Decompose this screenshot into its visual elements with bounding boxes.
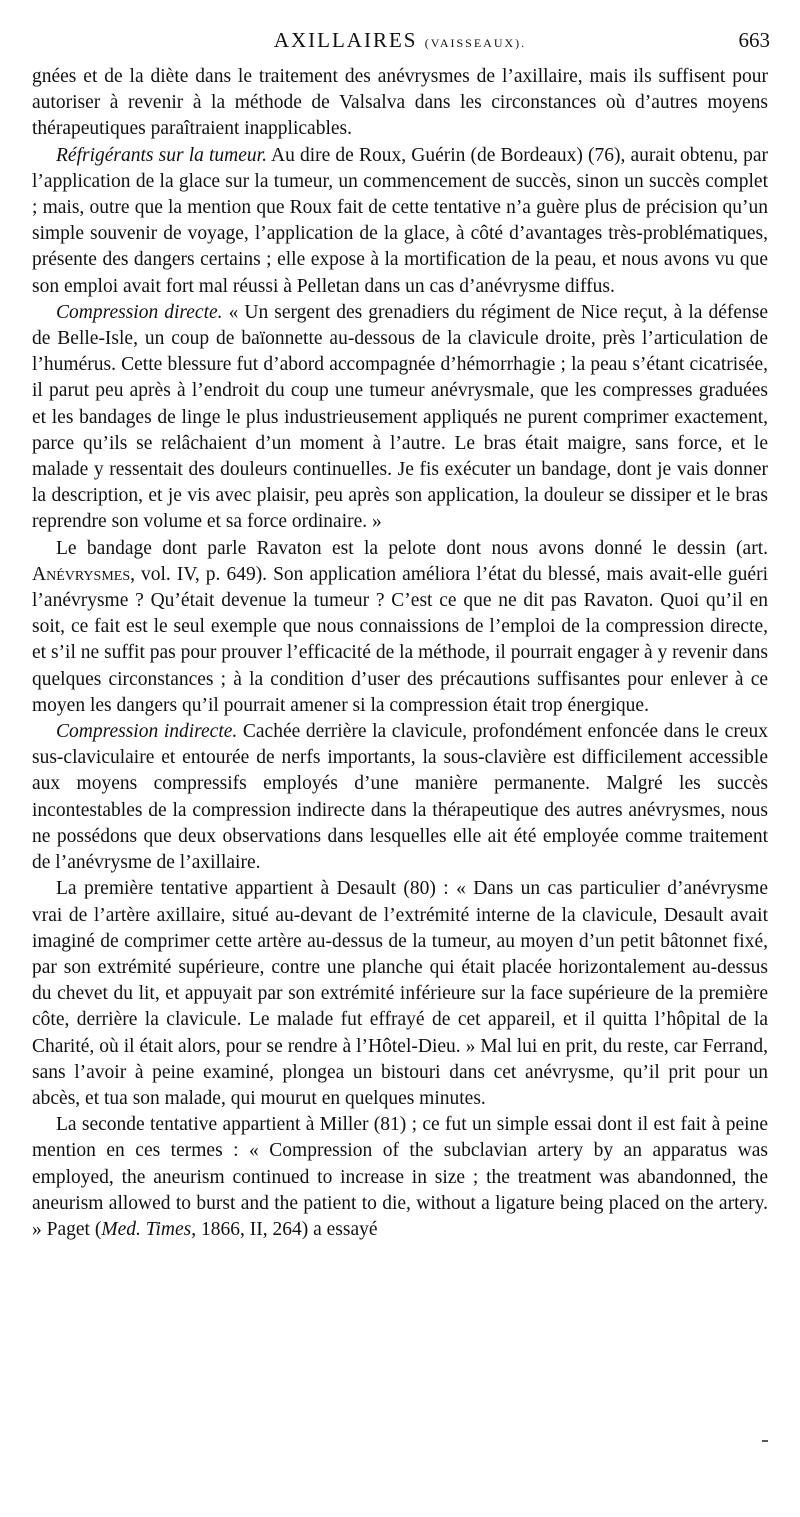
page-number: 663 — [738, 28, 770, 52]
running-title-main: AXILLAIRES — [273, 28, 418, 52]
running-header — [30, 28, 770, 58]
text-run: Le bandage dont parle Ravaton est la pelote dont nous avons donné le dessin (art. — [56, 537, 768, 559]
text-run: La seconde tentative appartient à Miller (81) ; ce fut un simple essai dont il est fait à peine mention en ces termes : « Compression of the subclavian artery by an apparatus was employed, the aneurism continued to increase in size ; the treatment was abandonned, the aneurism allowed to burst and the patient to die, without a ligature being placed on the artery. » Paget ( — [32, 1114, 768, 1240]
margin-mark — [762, 1440, 768, 1442]
text-run: gnées et de la diète dans le traitement des anévrysmes de l’axillaire, mais ils suffisent pour autoriser à revenir à la méthode de Valsalva dans les circonstances où d’autres moyens thérapeutiques paraîtraient inapplicables. — [32, 66, 768, 140]
page-body — [32, 64, 768, 1243]
text-run: , 1866, II, 264) a essayé — [191, 1218, 378, 1240]
paragraph — [32, 719, 768, 876]
text-run: Au dire de Roux, Guérin (de Bordeaux) (76), aurait obtenu, par l’application de la glace sur la tumeur, un commencement de succès, sinon un succès complet ; mais, outre que la mention que Roux fait de cette tentative n’a guère plus de précision qu’un simple souvenir de voyage, l’application de la glace, à côté d’avantages très-problématiques, présente des dangers certains ; elle expose à la mortification de la peau, et nous avons vu que son emploi avait fort mal réussi à Pelletan dans un cas d’anévrysme diffus. — [32, 144, 768, 297]
text-run: Cachée derrière la clavicule, profondément enfoncée dans le creux sus-claviculaire et entourée de nerfs importants, la sous-clavière est difficilement accessible aux moyens compressifs employés d’une manière permanente. Malgré les succès incontestables de la compression indirecte dans la thérapeutique des autres anévrysmes, nous ne possédons que deux observations dans lesquelles elle ait été employée comme traitement de l’anévrysme de l’axillaire. — [32, 721, 768, 874]
italic-run: Compression directe. — [56, 301, 223, 323]
smallcaps-run: Anévrysmes — [32, 563, 131, 585]
text-run: , vol. IV, p. 649). Son application améliora l’état du blessé, mais avait-elle guéri l’anévrysme ? Qu’était devenue la tumeur ? C’est ce que ne dit pas Ravaton. Quoi qu’il en soit, ce fait est le seul exemple que nous connaissions de l’emploi de la compression directe, et s’il ne suffit pas pour prouver l’efficacité de la méthode, il pourrait engager à y revenir dans quelques circonstances ; à la condition d’user des précautions suffisantes pour enlever à ce moyen les dangers qu’il pourrait amener si la compression était trop énergique. — [32, 563, 768, 716]
running-title-subtitle: (VAISSEAUX). — [424, 36, 527, 50]
italic-run: Med. Times — [101, 1218, 192, 1240]
paragraph — [32, 536, 768, 719]
text-run: La première tentative appartient à Desault (80) : « Dans un cas particulier d’anévrysme vrai de l’artère axillaire, situé au-devant de l’extrémité interne de la clavicule, Desault avait imaginé de comprimer cette artère au-dessus de la tumeur, au moyen d’un petit bâtonnet fixé, par son extrémité supérieure, contre une planche qui était placée horizontalement au-dessus du chevet du lit, et appuyait par son extrémité inférieure sur la face supérieure de la première côte, derrière la clavicule. Le malade fut effrayé de cet appareil, et il quitta l’hôpital de la Charité, où il était alors, pour se rendre à l’Hôtel-Dieu. » Mal lui en prit, du reste, car Ferrand, sans l’avoir à peine examiné, plongea un bistouri dans cet anévrysme, qu’il prit pour un abcès, et tua son malade, qui mourut en quelques minutes. — [32, 878, 768, 1109]
paragraph — [32, 1112, 768, 1243]
paragraph — [32, 64, 768, 143]
paragraph — [32, 300, 768, 536]
italic-run: Réfrigérants sur la tumeur. — [56, 144, 267, 166]
running-title — [30, 28, 770, 53]
italic-run: Compression indirecte. — [56, 721, 238, 743]
paragraph — [32, 876, 768, 1112]
text-run: « Un sergent des grenadiers du régiment de Nice reçut, à la défense de Belle-Isle, un coup de baïonnette au-dessous de la clavicule droite, près l’articulation de l’humérus. Cette blessure fut d’abord accompagnée d’hémorrhagie ; la peau s’étant cicatrisée, il parut peu après à l’endroit du coup une tumeur anévrysmale, que les compresses graduées et les bandages de linge le plus industrieusement appliqués ne purent comprimer exactement, parce qu’ils se relâchaient d’un moment à l’autre. Le bras était maigre, sans force, et le malade y ressentait des douleurs continuelles. Je fis exécuter un bandage, dont je vais donner la description, et je vis avec plaisir, peu après son application, la douleur se dissiper et le bras reprendre son volume et sa force ordinaire. » — [32, 301, 768, 533]
paragraph — [32, 143, 768, 300]
